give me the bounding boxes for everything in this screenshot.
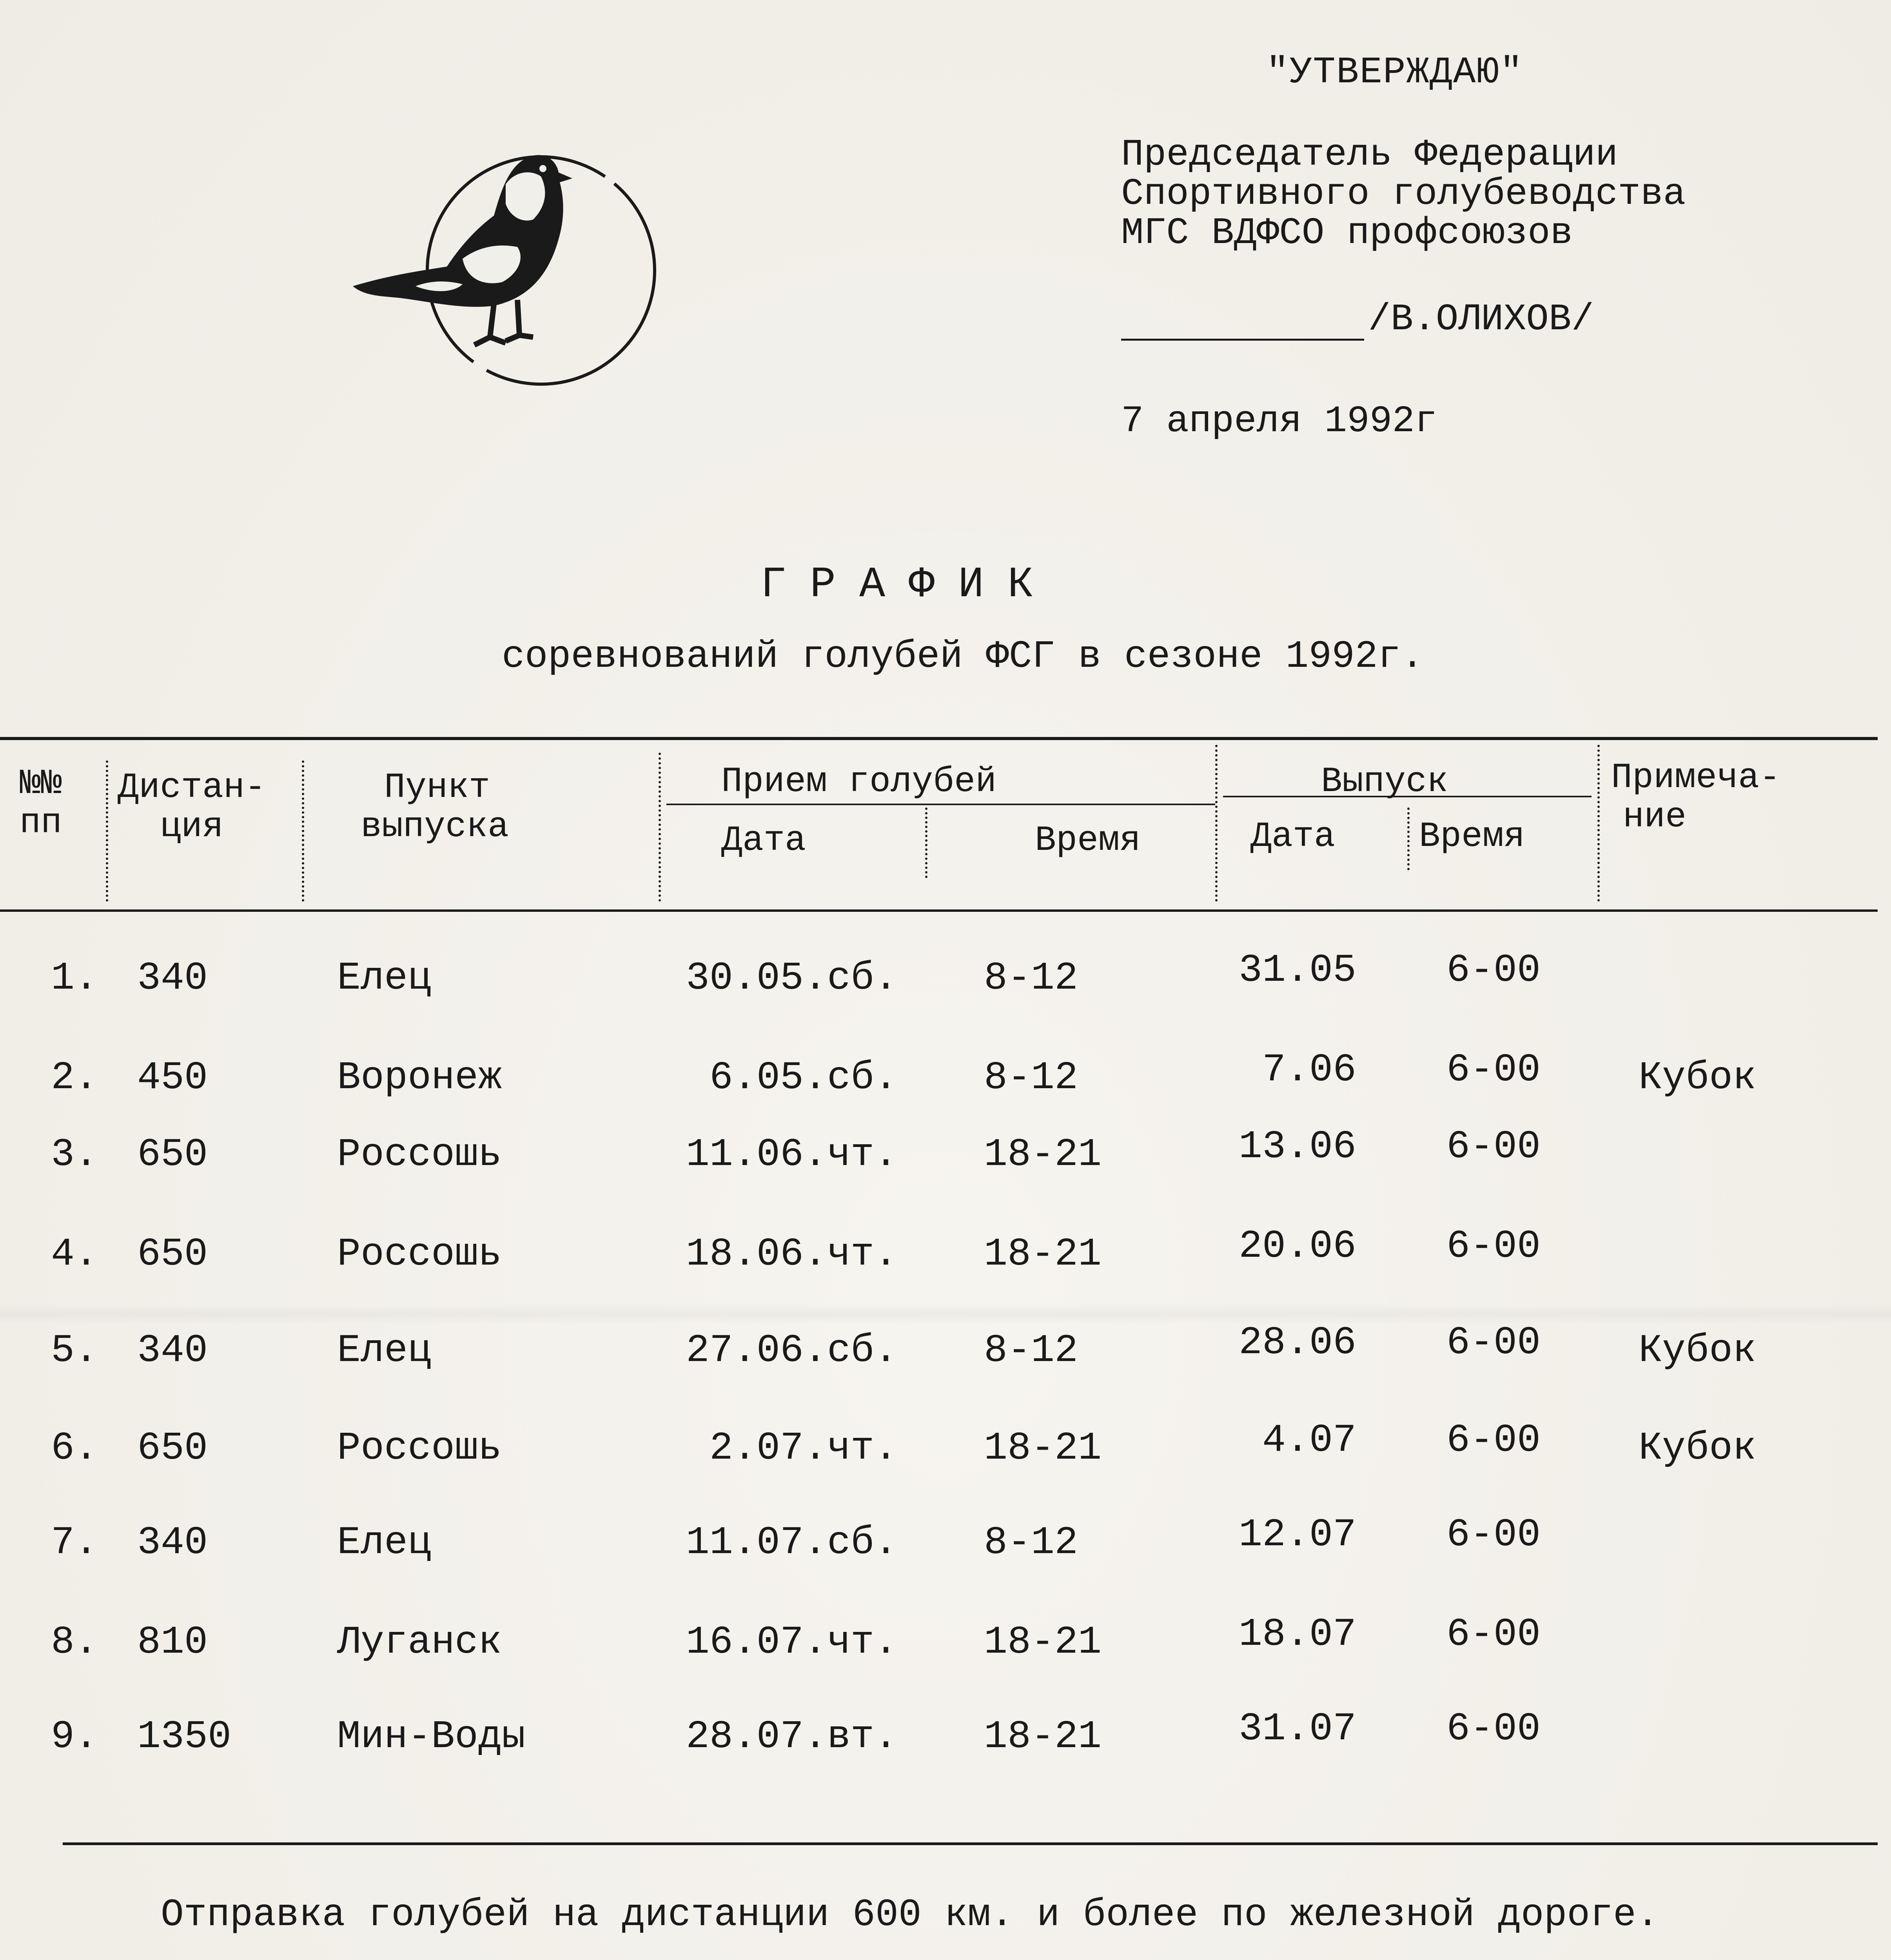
approval-line-3: МГС ВДФСО профсоюзов xyxy=(1121,212,1573,254)
cell-distance: 650 xyxy=(137,1232,208,1277)
cell-reception-date: 6.05.сб. xyxy=(709,1056,898,1100)
cell-release-date: 4.07 xyxy=(1262,1419,1356,1463)
cell-reception-time: 18-21 xyxy=(984,1133,1102,1177)
cell-release-date: 7.06 xyxy=(1262,1048,1356,1093)
column-divider xyxy=(106,760,108,902)
cell-reception-time: 8-12 xyxy=(984,1329,1078,1373)
cell-reception-date: 11.06.чт. xyxy=(686,1133,898,1177)
document-title: ГРАФИК xyxy=(760,561,1057,610)
header-num xyxy=(20,764,62,843)
cell-release-time: 6-00 xyxy=(1446,1613,1541,1657)
cell-point: Воронеж xyxy=(337,1056,502,1100)
cell-point: Россошь xyxy=(337,1426,502,1471)
cell-num: 7. xyxy=(51,1521,98,1565)
header-num-line-2: пп xyxy=(20,803,62,843)
header-distance xyxy=(118,768,266,847)
reception-subheader-rule xyxy=(666,804,1215,805)
approval-line-1: Председатель Федерации xyxy=(1121,133,1618,176)
header-note xyxy=(1611,759,1780,837)
cell-distance: 450 xyxy=(137,1056,208,1100)
cell-reception-date: 16.07.чт. xyxy=(686,1621,898,1665)
cell-reception-date: 2.07.чт. xyxy=(709,1426,898,1471)
cell-reception-time: 18-21 xyxy=(984,1426,1102,1471)
header-note-line-2: ние xyxy=(1623,797,1687,837)
header-reception: Прием голубей xyxy=(721,762,997,802)
header-distance-line-1: Дистан- xyxy=(118,768,266,808)
cell-release-date: 31.05 xyxy=(1238,949,1356,993)
railway-note: Отправка голубей на дистанции 600 км. и более по железной дороге. xyxy=(161,1893,1659,1937)
cell-release-date: 12.07 xyxy=(1238,1513,1356,1557)
signature-line xyxy=(1121,303,1364,341)
cell-point: Мин-Воды xyxy=(337,1715,526,1759)
table-bottom-rule xyxy=(63,1842,1878,1845)
cell-release-time: 6-00 xyxy=(1446,1125,1541,1169)
cell-release-time: 6-00 xyxy=(1446,1225,1541,1269)
cell-num: 6. xyxy=(51,1426,98,1471)
header-point-line-2: выпуска xyxy=(361,807,509,847)
cell-reception-date: 18.06.чт. xyxy=(686,1232,898,1277)
cell-distance: 650 xyxy=(137,1426,208,1471)
cell-reception-date: 27.06.сб. xyxy=(686,1329,898,1373)
approval-date: 7 апреля 1992г xyxy=(1121,400,1437,443)
cell-release-time: 6-00 xyxy=(1446,1321,1541,1365)
column-divider xyxy=(925,808,927,878)
column-divider xyxy=(302,760,304,902)
column-divider xyxy=(659,753,661,902)
cell-point: Россошь xyxy=(337,1232,502,1277)
cell-num: 5. xyxy=(51,1329,98,1373)
cell-release-time: 6-00 xyxy=(1446,1707,1541,1751)
header-num-line-1: №№ xyxy=(20,764,62,804)
cell-point: Россошь xyxy=(337,1133,502,1177)
cell-num: 3. xyxy=(51,1133,98,1177)
cell-distance: 650 xyxy=(137,1133,208,1177)
table-header-rule xyxy=(0,909,1878,912)
cell-reception-time: 18-21 xyxy=(984,1232,1102,1277)
cell-release-date: 28.06 xyxy=(1238,1321,1356,1365)
document-subtitle: соревнований голубей ФСГ в сезоне 1992г. xyxy=(502,635,1424,679)
cell-point: Елец xyxy=(337,1329,432,1373)
header-release-time: Время xyxy=(1419,817,1525,857)
header-reception-date: Дата xyxy=(721,821,806,861)
header-release: Выпуск xyxy=(1321,762,1448,802)
cell-point: Елец xyxy=(337,1521,432,1565)
header-point-line-1: Пункт xyxy=(384,768,490,808)
cell-release-time: 6-00 xyxy=(1446,1048,1541,1093)
cell-release-date: 18.07 xyxy=(1238,1613,1356,1657)
cell-release-date: 13.06 xyxy=(1238,1125,1356,1169)
cell-reception-date: 11.07.сб. xyxy=(686,1521,898,1565)
header-distance-line-2: ция xyxy=(160,807,224,847)
cell-reception-time: 8-12 xyxy=(984,1521,1078,1565)
cell-num: 1. xyxy=(51,956,98,1001)
cell-distance: 340 xyxy=(137,1329,208,1373)
signature-block xyxy=(1121,298,1594,341)
cell-note: Кубок xyxy=(1639,1329,1757,1373)
cell-distance: 1350 xyxy=(137,1715,232,1759)
cell-num: 8. xyxy=(51,1621,98,1665)
cell-distance: 340 xyxy=(137,1521,208,1565)
cell-note: Кубок xyxy=(1639,1056,1757,1100)
cell-num: 4. xyxy=(51,1232,98,1277)
signature-name: /В.ОЛИХОВ/ xyxy=(1368,298,1594,341)
cell-reception-time: 18-21 xyxy=(984,1715,1102,1759)
cell-release-time: 6-00 xyxy=(1446,1419,1541,1463)
header-note-line-1: Примеча- xyxy=(1611,758,1781,798)
cell-num: 9. xyxy=(51,1715,98,1759)
cell-point: Елец xyxy=(337,956,432,1001)
header-reception-time: Время xyxy=(1035,821,1141,861)
header-release-date: Дата xyxy=(1250,817,1336,857)
cell-reception-time: 8-12 xyxy=(984,956,1078,1001)
cell-reception-time: 8-12 xyxy=(984,1056,1078,1100)
cell-reception-date: 28.07.вт. xyxy=(686,1715,898,1759)
approval-line-2: Спортивного голубеводства xyxy=(1121,172,1686,215)
column-divider xyxy=(1407,808,1410,870)
column-divider xyxy=(1597,745,1600,902)
header-point xyxy=(361,768,509,847)
cell-num: 2. xyxy=(51,1056,98,1100)
cell-reception-date: 30.05.сб. xyxy=(686,956,898,1001)
cell-distance: 810 xyxy=(137,1621,208,1665)
cell-release-date: 31.07 xyxy=(1238,1707,1356,1751)
table-top-rule xyxy=(0,737,1878,740)
cell-note: Кубок xyxy=(1639,1426,1757,1471)
cell-release-time: 6-00 xyxy=(1446,1513,1541,1557)
cell-point: Луганск xyxy=(337,1621,502,1665)
column-divider xyxy=(1215,745,1218,902)
approval-stamp: "УТВЕРЖДАЮ" xyxy=(1266,51,1523,94)
cell-distance: 340 xyxy=(137,956,208,1001)
cell-release-date: 20.06 xyxy=(1238,1225,1356,1269)
cell-release-time: 6-00 xyxy=(1446,949,1541,993)
pigeon-emblem-icon xyxy=(345,141,666,392)
cell-reception-time: 18-21 xyxy=(984,1621,1102,1665)
